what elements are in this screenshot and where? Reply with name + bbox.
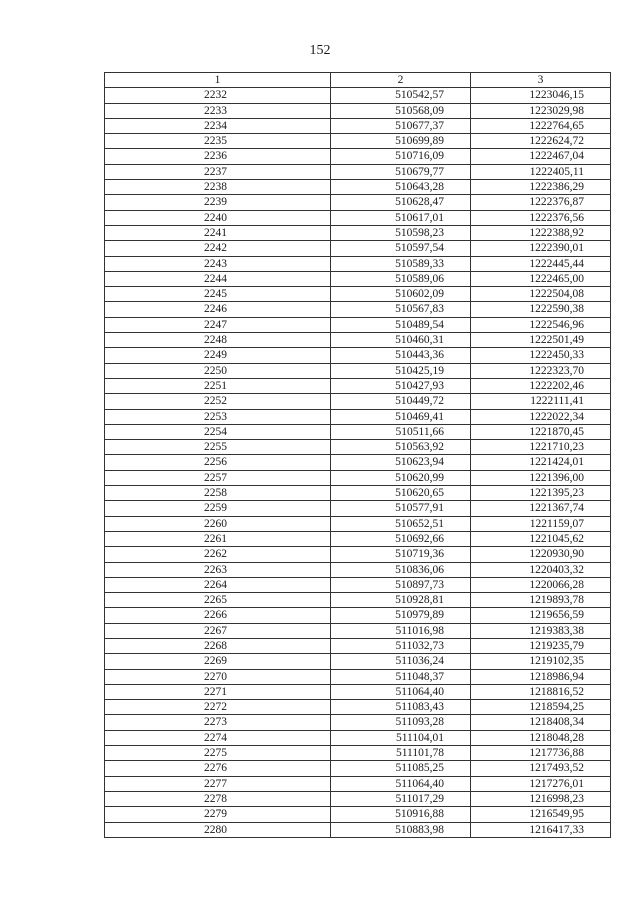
point-number-cell: 2279 — [105, 807, 331, 822]
y-coordinate-cell: 1222445,44 — [471, 256, 611, 271]
point-number-cell: 2241 — [105, 225, 331, 240]
point-number-cell: 2252 — [105, 394, 331, 409]
table-row — [105, 287, 611, 302]
point-number-cell: 2262 — [105, 547, 331, 562]
point-number-cell: 2276 — [105, 761, 331, 776]
table-header-row — [105, 73, 611, 88]
table-row — [105, 149, 611, 164]
point-number-cell: 2239 — [105, 195, 331, 210]
table-row — [105, 791, 611, 806]
x-coordinate-cell: 510589,33 — [331, 256, 471, 271]
y-coordinate-cell: 1222022,34 — [471, 409, 611, 424]
x-coordinate-cell: 510620,99 — [331, 470, 471, 485]
x-coordinate-cell: 510577,91 — [331, 501, 471, 516]
y-coordinate-cell: 1219235,79 — [471, 638, 611, 653]
table-row — [105, 684, 611, 699]
point-number-cell: 2267 — [105, 623, 331, 638]
table-row — [105, 455, 611, 470]
x-coordinate-cell: 511032,73 — [331, 638, 471, 653]
table-row — [105, 103, 611, 118]
table-row — [105, 394, 611, 409]
point-number-cell: 2246 — [105, 302, 331, 317]
table-row — [105, 700, 611, 715]
x-coordinate-cell: 510897,73 — [331, 577, 471, 592]
x-coordinate-cell: 510692,66 — [331, 531, 471, 546]
y-coordinate-cell: 1218986,94 — [471, 669, 611, 684]
y-coordinate-cell: 1222465,00 — [471, 271, 611, 286]
y-coordinate-cell: 1217493,52 — [471, 761, 611, 776]
y-coordinate-cell: 1218048,28 — [471, 730, 611, 745]
table-row — [105, 516, 611, 531]
table-row — [105, 608, 611, 623]
table-row — [105, 317, 611, 332]
x-coordinate-cell: 510699,89 — [331, 134, 471, 149]
y-coordinate-cell: 1221396,00 — [471, 470, 611, 485]
x-coordinate-cell: 510677,37 — [331, 118, 471, 133]
y-coordinate-cell: 1222388,92 — [471, 225, 611, 240]
x-coordinate-cell: 510628,47 — [331, 195, 471, 210]
x-coordinate-cell: 511048,37 — [331, 669, 471, 684]
table-row — [105, 118, 611, 133]
table-row — [105, 470, 611, 485]
point-number-cell: 2237 — [105, 164, 331, 179]
x-coordinate-cell: 510589,06 — [331, 271, 471, 286]
x-coordinate-cell: 510679,77 — [331, 164, 471, 179]
y-coordinate-cell: 1220403,32 — [471, 562, 611, 577]
x-coordinate-cell: 510427,93 — [331, 378, 471, 393]
y-coordinate-cell: 1216998,23 — [471, 791, 611, 806]
y-coordinate-cell: 1222323,70 — [471, 363, 611, 378]
point-number-cell: 2268 — [105, 638, 331, 653]
y-coordinate-cell: 1222624,72 — [471, 134, 611, 149]
table-row — [105, 547, 611, 562]
y-coordinate-cell: 1217736,88 — [471, 746, 611, 761]
point-number-cell: 2261 — [105, 531, 331, 546]
point-number-cell: 2275 — [105, 746, 331, 761]
table-row — [105, 241, 611, 256]
x-coordinate-cell: 510489,54 — [331, 317, 471, 332]
y-coordinate-cell: 1222386,29 — [471, 180, 611, 195]
point-number-cell: 2242 — [105, 241, 331, 256]
point-number-cell: 2233 — [105, 103, 331, 118]
y-coordinate-cell: 1223046,15 — [471, 88, 611, 103]
column-header-2: 2 — [331, 73, 471, 88]
table-row — [105, 531, 611, 546]
y-coordinate-cell: 1222590,38 — [471, 302, 611, 317]
table-row — [105, 746, 611, 761]
y-coordinate-cell: 1219102,35 — [471, 654, 611, 669]
x-coordinate-cell: 511083,43 — [331, 700, 471, 715]
table-row — [105, 562, 611, 577]
x-coordinate-cell: 510598,23 — [331, 225, 471, 240]
column-header-1: 1 — [105, 73, 331, 88]
column-header-3: 3 — [471, 73, 611, 88]
x-coordinate-cell: 510511,66 — [331, 424, 471, 439]
point-number-cell: 2280 — [105, 822, 331, 837]
page-number: 152 — [309, 43, 331, 58]
point-number-cell: 2277 — [105, 776, 331, 791]
table-row — [105, 623, 611, 638]
x-coordinate-cell: 510617,01 — [331, 210, 471, 225]
y-coordinate-cell: 1222376,56 — [471, 210, 611, 225]
x-coordinate-cell: 510928,81 — [331, 593, 471, 608]
x-coordinate-cell: 510449,72 — [331, 394, 471, 409]
x-coordinate-cell: 510643,28 — [331, 180, 471, 195]
point-number-cell: 2258 — [105, 486, 331, 501]
x-coordinate-cell: 510563,92 — [331, 440, 471, 455]
point-number-cell: 2251 — [105, 378, 331, 393]
x-coordinate-cell: 510716,09 — [331, 149, 471, 164]
y-coordinate-cell: 1221395,23 — [471, 486, 611, 501]
point-number-cell: 2265 — [105, 593, 331, 608]
y-coordinate-cell: 1222202,46 — [471, 378, 611, 393]
table-row — [105, 409, 611, 424]
point-number-cell: 2254 — [105, 424, 331, 439]
y-coordinate-cell: 1222546,96 — [471, 317, 611, 332]
table-row — [105, 654, 611, 669]
table-row — [105, 180, 611, 195]
x-coordinate-cell: 511064,40 — [331, 684, 471, 699]
table-row — [105, 134, 611, 149]
x-coordinate-cell: 510460,31 — [331, 333, 471, 348]
y-coordinate-cell: 1218408,34 — [471, 715, 611, 730]
x-coordinate-cell: 510916,88 — [331, 807, 471, 822]
x-coordinate-cell: 511064,40 — [331, 776, 471, 791]
table-row — [105, 638, 611, 653]
y-coordinate-cell: 1216417,33 — [471, 822, 611, 837]
point-number-cell: 2236 — [105, 149, 331, 164]
x-coordinate-cell: 511036,24 — [331, 654, 471, 669]
table-row — [105, 164, 611, 179]
table-row — [105, 271, 611, 286]
y-coordinate-cell: 1219383,38 — [471, 623, 611, 638]
x-coordinate-cell: 511093,28 — [331, 715, 471, 730]
table-row — [105, 195, 611, 210]
x-coordinate-cell: 510425,19 — [331, 363, 471, 378]
table-row — [105, 761, 611, 776]
x-coordinate-cell: 510652,51 — [331, 516, 471, 531]
x-coordinate-cell: 511104,01 — [331, 730, 471, 745]
point-number-cell: 2260 — [105, 516, 331, 531]
y-coordinate-cell: 1222111,41 — [471, 394, 611, 409]
point-number-cell: 2255 — [105, 440, 331, 455]
y-coordinate-cell: 1222764,65 — [471, 118, 611, 133]
point-number-cell: 2274 — [105, 730, 331, 745]
point-number-cell: 2232 — [105, 88, 331, 103]
table-row — [105, 225, 611, 240]
y-coordinate-cell: 1222405,11 — [471, 164, 611, 179]
table-row — [105, 88, 611, 103]
x-coordinate-cell: 510979,89 — [331, 608, 471, 623]
x-coordinate-cell: 511101,78 — [331, 746, 471, 761]
x-coordinate-cell: 510620,65 — [331, 486, 471, 501]
y-coordinate-cell: 1221710,23 — [471, 440, 611, 455]
point-number-cell: 2271 — [105, 684, 331, 699]
point-number-cell: 2235 — [105, 134, 331, 149]
y-coordinate-cell: 1218594,25 — [471, 700, 611, 715]
point-number-cell: 2257 — [105, 470, 331, 485]
y-coordinate-cell: 1219893,78 — [471, 593, 611, 608]
y-coordinate-cell: 1221424,01 — [471, 455, 611, 470]
x-coordinate-cell: 510602,09 — [331, 287, 471, 302]
table-row — [105, 486, 611, 501]
y-coordinate-cell: 1222390,01 — [471, 241, 611, 256]
coordinates-table — [104, 72, 611, 838]
y-coordinate-cell: 1222467,04 — [471, 149, 611, 164]
x-coordinate-cell: 510836,06 — [331, 562, 471, 577]
x-coordinate-cell: 510719,36 — [331, 547, 471, 562]
table-row — [105, 256, 611, 271]
y-coordinate-cell: 1218816,52 — [471, 684, 611, 699]
x-coordinate-cell: 511017,29 — [331, 791, 471, 806]
table-row — [105, 501, 611, 516]
table-row — [105, 593, 611, 608]
table-row — [105, 333, 611, 348]
point-number-cell: 2240 — [105, 210, 331, 225]
table-row — [105, 440, 611, 455]
y-coordinate-cell: 1221367,74 — [471, 501, 611, 516]
y-coordinate-cell: 1222450,33 — [471, 348, 611, 363]
table-row — [105, 776, 611, 791]
point-number-cell: 2250 — [105, 363, 331, 378]
point-number-cell: 2269 — [105, 654, 331, 669]
point-number-cell: 2278 — [105, 791, 331, 806]
y-coordinate-cell: 1221870,45 — [471, 424, 611, 439]
table-row — [105, 302, 611, 317]
y-coordinate-cell: 1222501,49 — [471, 333, 611, 348]
point-number-cell: 2266 — [105, 608, 331, 623]
table-row — [105, 730, 611, 745]
point-number-cell: 2249 — [105, 348, 331, 363]
x-coordinate-cell: 510443,36 — [331, 348, 471, 363]
y-coordinate-cell: 1223029,98 — [471, 103, 611, 118]
x-coordinate-cell: 511016,98 — [331, 623, 471, 638]
point-number-cell: 2253 — [105, 409, 331, 424]
y-coordinate-cell: 1222376,87 — [471, 195, 611, 210]
point-number-cell: 2238 — [105, 180, 331, 195]
table-row — [105, 348, 611, 363]
coordinates-table-container — [104, 72, 610, 838]
y-coordinate-cell: 1216549,95 — [471, 807, 611, 822]
point-number-cell: 2234 — [105, 118, 331, 133]
table-body — [105, 88, 611, 838]
y-coordinate-cell: 1221159,07 — [471, 516, 611, 531]
table-row — [105, 210, 611, 225]
x-coordinate-cell: 511085,25 — [331, 761, 471, 776]
y-coordinate-cell: 1221045,62 — [471, 531, 611, 546]
table-row — [105, 715, 611, 730]
point-number-cell: 2259 — [105, 501, 331, 516]
point-number-cell: 2270 — [105, 669, 331, 684]
x-coordinate-cell: 510469,41 — [331, 409, 471, 424]
x-coordinate-cell: 510623,94 — [331, 455, 471, 470]
table-row — [105, 363, 611, 378]
point-number-cell: 2264 — [105, 577, 331, 592]
y-coordinate-cell: 1220930,90 — [471, 547, 611, 562]
table-row — [105, 807, 611, 822]
point-number-cell: 2247 — [105, 317, 331, 332]
x-coordinate-cell: 510567,83 — [331, 302, 471, 317]
y-coordinate-cell: 1217276,01 — [471, 776, 611, 791]
point-number-cell: 2243 — [105, 256, 331, 271]
table-row — [105, 577, 611, 592]
table-row — [105, 669, 611, 684]
point-number-cell: 2248 — [105, 333, 331, 348]
point-number-cell: 2263 — [105, 562, 331, 577]
x-coordinate-cell: 510597,54 — [331, 241, 471, 256]
table-row — [105, 424, 611, 439]
table-row — [105, 822, 611, 837]
x-coordinate-cell: 510568,09 — [331, 103, 471, 118]
point-number-cell: 2256 — [105, 455, 331, 470]
point-number-cell: 2273 — [105, 715, 331, 730]
y-coordinate-cell: 1219656,59 — [471, 608, 611, 623]
point-number-cell: 2245 — [105, 287, 331, 302]
y-coordinate-cell: 1222504,08 — [471, 287, 611, 302]
point-number-cell: 2244 — [105, 271, 331, 286]
x-coordinate-cell: 510542,57 — [331, 88, 471, 103]
table-row — [105, 378, 611, 393]
x-coordinate-cell: 510883,98 — [331, 822, 471, 837]
point-number-cell: 2272 — [105, 700, 331, 715]
y-coordinate-cell: 1220066,28 — [471, 577, 611, 592]
